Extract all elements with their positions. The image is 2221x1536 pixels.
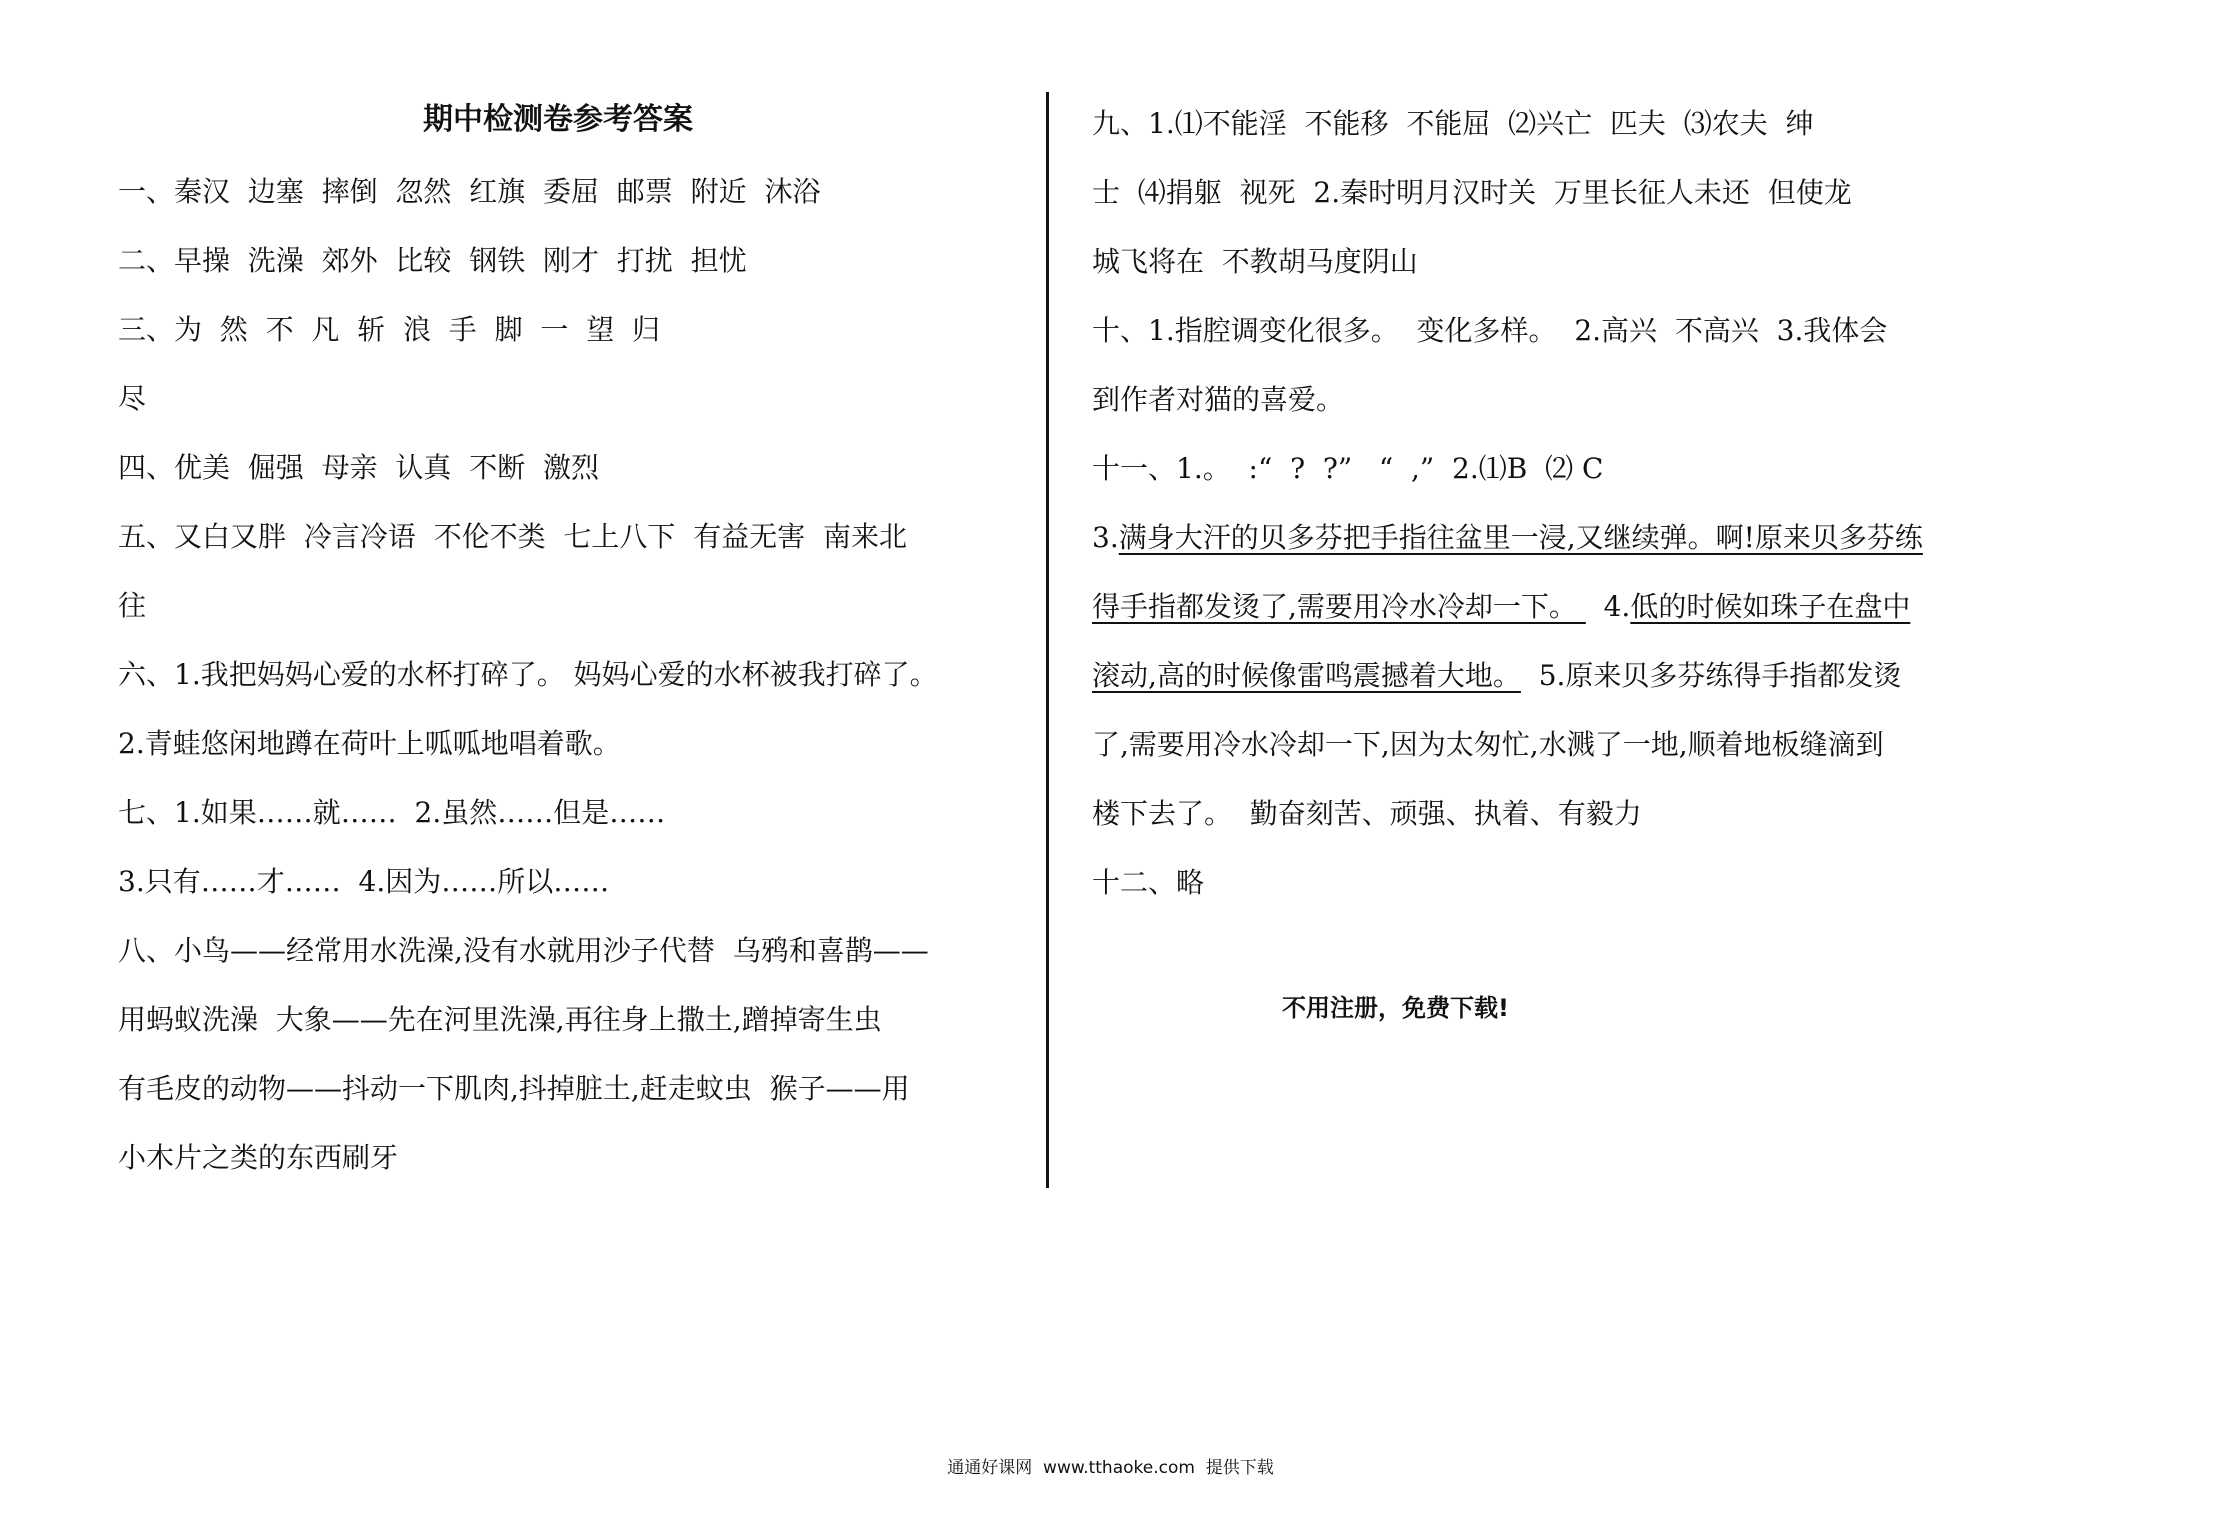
answer-line: 三、为 然 不 凡 斩 浪 手 脚 一 望 归: [118, 313, 661, 346]
answer-line: 小木片之类的东西刷牙: [118, 1141, 399, 1174]
answer-line: [1092, 518, 1923, 558]
page-footer: 通通好课网 www.tthaoke.com 提供下载: [947, 1458, 1274, 1478]
answer-line: 十、1.指腔调变化很多。 变化多样。 2.高兴 不高兴 3.我体会: [1092, 314, 1888, 347]
answer-line: 五、又白又胖 冷言冷语 不伦不类 七上八下 有益无害 南来北: [118, 520, 908, 553]
answer-line: [1092, 587, 1910, 627]
answer-line: 十一、1.。 :“ ? ?” “ ,” 2.⑴B ⑵ C: [1092, 452, 1604, 485]
underlined-answer: 低的时候如珠子在盘中: [1630, 590, 1911, 623]
answer-line: 一、秦汉 边塞 摔倒 忽然 红旗 委屈 邮票 附近 沐浴: [118, 175, 821, 208]
answer-line: 往: [118, 589, 147, 622]
column-divider: [1046, 92, 1049, 1188]
answer-line: 七、1.如果……就…… 2.虽然……但是……: [118, 796, 666, 829]
answer-line: 城飞将在 不教胡马度阴山: [1092, 245, 1418, 278]
answer-line: 了,需要用冷水冷却一下,因为太匆忙,水溅了一地,顺着地板缝滴到: [1092, 728, 1884, 761]
answer-line: 3.只有……才…… 4.因为……所以……: [118, 865, 610, 898]
answer-line: 士 ⑷捐躯 视死 2.秦时明月汉时关 万里长征人未还 但使龙: [1092, 176, 1852, 209]
answer-line: 二、早操 洗澡 郊外 比较 钢铁 刚才 打扰 担忧: [118, 244, 747, 277]
answer-line: 2.青蛙悠闲地蹲在荷叶上呱呱地唱着歌。: [118, 727, 621, 760]
answer-number: 3.: [1092, 521, 1119, 554]
answer-line: 楼下去了。 勤奋刻苦、顽强、执着、有毅力: [1092, 797, 1642, 830]
answer-text: 5.原来贝多芬练得手指都发烫: [1520, 659, 1902, 692]
download-notice: 不用注册，免费下载!: [1282, 994, 1509, 1022]
answer-line: 尽: [118, 382, 147, 415]
answer-line: 用蚂蚁洗澡 大象——先在河里洗澡,再往身上撒土,蹭掉寄生虫: [118, 1003, 882, 1036]
answer-line: 四、优美 倔强 母亲 认真 不断 激烈: [118, 451, 600, 484]
answer-line: [1092, 656, 1901, 696]
answer-line: 九、1.⑴不能淫 不能移 不能屈 ⑵兴亡 匹夫 ⑶农夫 绅: [1092, 107, 1814, 140]
underlined-answer: 得手指都发烫了,需要用冷水冷却一下。: [1092, 590, 1586, 623]
answer-line: 十二、略: [1092, 866, 1205, 899]
answer-line: 有毛皮的动物——抖动一下肌肉,抖掉脏土,赶走蚊虫 猴子——用: [118, 1072, 910, 1105]
answer-line: 六、1.我把妈妈心爱的水杯打碎了。 妈妈心爱的水杯被我打碎了。: [118, 658, 938, 691]
answer-number: 4.: [1585, 590, 1631, 623]
answer-line: 八、小鸟——经常用水洗澡,没有水就用沙子代替 乌鸦和喜鹊——: [118, 934, 929, 967]
page-title: 期中检测卷参考答案: [423, 102, 693, 137]
underlined-answer: 滚动,高的时候像雷鸣震撼着大地。: [1092, 659, 1521, 692]
underlined-answer: 满身大汗的贝多芬把手指往盆里一浸,又继续弹。啊!原来贝多芬练: [1118, 521, 1923, 554]
answer-line: 到作者对猫的喜爱。: [1092, 383, 1345, 416]
